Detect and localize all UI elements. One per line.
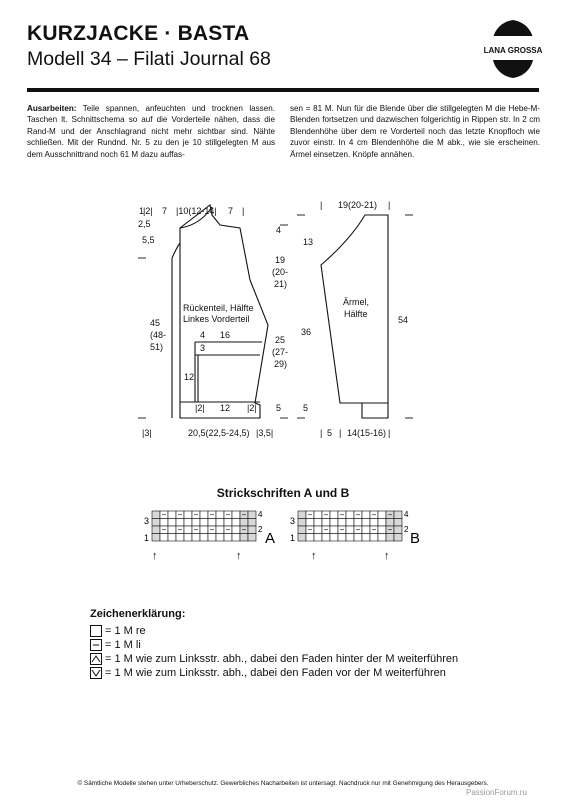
stitch-cell — [200, 526, 208, 534]
instructions-col-2 — [290, 103, 540, 160]
stitch-cell — [370, 534, 378, 542]
svg-text:16: 16 — [220, 330, 231, 340]
dash-square-icon — [90, 639, 102, 651]
stitch-cell — [184, 534, 192, 542]
stitch-cell — [160, 519, 168, 527]
svg-text:|2|: |2| — [195, 403, 205, 413]
svg-text:(20-: (20- — [272, 267, 289, 277]
stitch-cell — [168, 519, 176, 527]
stitch-cell — [160, 534, 168, 542]
svg-text:7: 7 — [228, 206, 234, 216]
stitch-cell — [232, 526, 240, 534]
instructions-col-1 — [27, 103, 275, 160]
stitch-cell — [184, 519, 192, 527]
svg-text:3: 3 — [200, 343, 206, 353]
stitch-cell — [298, 526, 306, 534]
svg-text:|2|: |2| — [247, 403, 257, 413]
svg-text:(48-: (48- — [150, 330, 167, 340]
stitch-cell — [378, 534, 386, 542]
stitch-cell — [314, 519, 322, 527]
svg-text:12: 12 — [184, 372, 195, 382]
svg-text:5: 5 — [327, 428, 333, 438]
stitch-cell — [232, 511, 240, 519]
stitch-cell — [152, 519, 160, 527]
legend-item: = 1 M wie zum Linksstr. abh., dabei den Faden hinter der M weiterführen — [90, 652, 458, 666]
top-1: 1 — [139, 206, 145, 216]
stitch-cell — [152, 526, 160, 534]
stitch-cell — [378, 519, 386, 527]
stitch-cell — [298, 511, 306, 519]
svg-text:20,5(22,5-24,5): 20,5(22,5-24,5) — [188, 428, 250, 438]
stitch-cell — [330, 526, 338, 534]
stitch-cell — [200, 519, 208, 527]
stitch-cell — [224, 534, 232, 542]
svg-text:|: | — [320, 428, 323, 438]
stitch-cell — [394, 526, 402, 534]
svg-text:14(15-16): 14(15-16) — [347, 428, 387, 438]
svg-text:19: 19 — [275, 255, 286, 265]
stitch-cell — [346, 526, 354, 534]
stitch-cell — [314, 511, 322, 519]
stitch-cell — [346, 511, 354, 519]
stitch-cell — [298, 534, 306, 542]
chart-a-grid — [152, 511, 256, 541]
stitch-cell — [248, 526, 256, 534]
stitch-cell — [322, 534, 330, 542]
stitch-cell — [216, 511, 224, 519]
legend-item: = 1 M wie zum Linksstr. abh., dabei den Faden vor der M weiterführen — [90, 666, 458, 680]
stitch-cell — [370, 519, 378, 527]
legend-item: = 1 M li — [90, 638, 458, 652]
chart-b-label: B — [410, 530, 421, 547]
stitch-cell — [248, 534, 256, 542]
svg-text:4: 4 — [276, 225, 282, 235]
svg-text:51): 51) — [150, 342, 164, 352]
stitch-cell — [346, 519, 354, 527]
svg-text:|: | — [388, 200, 391, 210]
body-piece-label: Rückenteil, Hälfte — [183, 303, 254, 313]
stitch-cell — [200, 511, 208, 519]
stitch-cell — [216, 534, 224, 542]
legend-title: Zeichenerklärung: — [90, 608, 186, 620]
svg-text:12: 12 — [220, 403, 231, 413]
chart-a — [140, 508, 280, 550]
stitch-cell — [232, 519, 240, 527]
stitch-cell — [386, 519, 394, 527]
svg-text:13: 13 — [303, 237, 314, 247]
chart-a-arrow-left-icon: ↑ — [152, 550, 158, 562]
charts-title: Strickschriften A und B — [216, 486, 350, 500]
instructions-text-2: sen = 81 M. Nun für die Blende über die stillgelegten M die Hebe-M-Blenden fortsetzen und dazwischen folgerichtig in Rippen str. In 2 cm Blendenhöhe über dem re Vorderteil noch das letzte Knopfloch wie zuvor einstr. In 4 cm Blendenhöhe die M abk., wie sie erscheinen. Ärmel einsetzen. Knöpfe annähen. — [290, 104, 540, 159]
stitch-cell — [152, 534, 160, 542]
stitch-cell — [224, 519, 232, 527]
svg-text:7: 7 — [162, 206, 168, 216]
svg-text:|: | — [242, 206, 245, 216]
watermark: PassionForum.ru — [466, 788, 527, 797]
footer-copyright: © Sämtliche Modelle stehen unter Urheberschutz. Gewerbliches Nacharbeiten ist untersagt. Nachdruck nur mit Genehmigung des Herausgebers. — [77, 780, 489, 787]
svg-text:|2|: |2| — [143, 206, 153, 216]
stitch-cell — [248, 519, 256, 527]
svg-text:36: 36 — [301, 327, 312, 337]
stitch-cell — [168, 526, 176, 534]
logo-text: LANA GROSSA — [483, 46, 543, 55]
stitch-cell — [168, 534, 176, 542]
stitch-cell — [394, 534, 402, 542]
chart-b-arrow-right-icon: ↑ — [384, 550, 390, 562]
svg-text:54: 54 — [398, 315, 409, 325]
svg-text:2: 2 — [258, 525, 263, 534]
stitch-cell — [330, 519, 338, 527]
stitch-cell — [314, 526, 322, 534]
stitch-cell — [168, 511, 176, 519]
stitch-cell — [306, 534, 314, 542]
stitch-cell — [362, 534, 370, 542]
svg-text:4: 4 — [200, 330, 206, 340]
stitch-cell — [338, 534, 346, 542]
brand-logo — [483, 18, 543, 80]
dim-5-5: 5,5 — [142, 235, 155, 245]
svg-text:29): 29) — [274, 359, 288, 369]
svg-text:1: 1 — [144, 533, 150, 543]
stitch-cell — [314, 534, 322, 542]
stitch-cell — [248, 511, 256, 519]
stitch-cell — [240, 534, 248, 542]
stitch-cell — [216, 526, 224, 534]
legend-item: = 1 M re — [90, 624, 458, 638]
svg-text:3: 3 — [144, 516, 150, 526]
stitch-cell — [184, 511, 192, 519]
dim-2-5: 2,5 — [138, 219, 151, 229]
svg-text:1: 1 — [290, 533, 296, 543]
instructions-heading: Ausarbeiten: — [27, 104, 77, 113]
stitch-cell — [306, 519, 314, 527]
body-schema — [120, 195, 289, 445]
sleeve-top-width: | — [320, 200, 323, 210]
sleeve-piece-label: Ärmel, — [343, 297, 370, 307]
svg-text:3: 3 — [290, 516, 296, 526]
chart-b-grid — [298, 511, 402, 541]
stitch-cell — [346, 534, 354, 542]
stitch-cell — [152, 511, 160, 519]
stitch-cell — [378, 511, 386, 519]
stitch-cell — [192, 534, 200, 542]
svg-text:5: 5 — [303, 403, 309, 413]
svg-text:|: | — [339, 428, 342, 438]
svg-text:|: | — [388, 428, 391, 438]
stitch-cell — [394, 511, 402, 519]
svg-text:19(20-21): 19(20-21) — [338, 200, 378, 210]
svg-text:25: 25 — [275, 335, 286, 345]
chart-a-arrow-right-icon: ↑ — [236, 550, 242, 562]
stitch-cell — [362, 519, 370, 527]
stitch-cell — [322, 519, 330, 527]
page-subtitle: Modell 34 – Filati Journal 68 — [27, 48, 271, 70]
page-title: KURZJACKE · BASTA — [27, 22, 250, 45]
stitch-cell — [354, 519, 362, 527]
svg-text:|3,5|: |3,5| — [256, 428, 274, 438]
stitch-cell — [378, 526, 386, 534]
sleeve-schema — [295, 195, 425, 445]
chart-b — [288, 508, 428, 550]
stitch-cell — [240, 519, 248, 527]
svg-text:5: 5 — [276, 403, 282, 413]
stitch-cell — [184, 526, 192, 534]
svg-text:4: 4 — [404, 510, 409, 519]
stitch-cell — [298, 519, 306, 527]
v-square-icon — [90, 667, 102, 679]
chart-b-arrow-left-icon: ↑ — [311, 550, 317, 562]
stitch-cell — [386, 534, 394, 542]
dim-45: 45 — [150, 318, 161, 328]
stitch-cell — [208, 519, 216, 527]
stitch-cell — [394, 519, 402, 527]
svg-text:(27-: (27- — [272, 347, 289, 357]
stitch-cell — [362, 511, 370, 519]
header-rule — [27, 88, 539, 92]
stitch-cell — [192, 519, 200, 527]
svg-text:Hälfte: Hälfte — [344, 309, 368, 319]
stitch-cell — [354, 534, 362, 542]
stitch-cell — [176, 519, 184, 527]
svg-text:2: 2 — [404, 525, 409, 534]
stitch-cell — [338, 519, 346, 527]
empty-square-icon — [90, 625, 102, 637]
svg-text:21): 21) — [274, 279, 288, 289]
stitch-cell — [216, 519, 224, 527]
svg-text:|10(12-14|: |10(12-14| — [176, 206, 217, 216]
stitch-cell — [330, 511, 338, 519]
stitch-cell — [176, 534, 184, 542]
instructions-text-1: Teile spannen, anfeuchten und trocknen lassen. Taschen lt. Schnittschema so auf die Vorderteile nähen, dass die Rand-M und der Anschlagrand nicht mehr sichtbar sind. Nähte schließen. Mit der Rundnd. Nr. 5 zu den je 10 stillgelegten M aus dem Ausschnittrand noch 61 M dazu auffas- — [27, 104, 275, 159]
caret-up-square-icon — [90, 653, 102, 665]
svg-text:|3|: |3| — [142, 428, 152, 438]
stitch-cell — [362, 526, 370, 534]
stitch-cell — [330, 534, 338, 542]
stitch-cell — [200, 534, 208, 542]
legend — [90, 608, 458, 680]
chart-a-label: A — [265, 530, 276, 547]
svg-text:Linkes Vorderteil: Linkes Vorderteil — [183, 314, 250, 324]
stitch-cell — [208, 534, 216, 542]
svg-text:4: 4 — [258, 510, 263, 519]
stitch-cell — [232, 534, 240, 542]
